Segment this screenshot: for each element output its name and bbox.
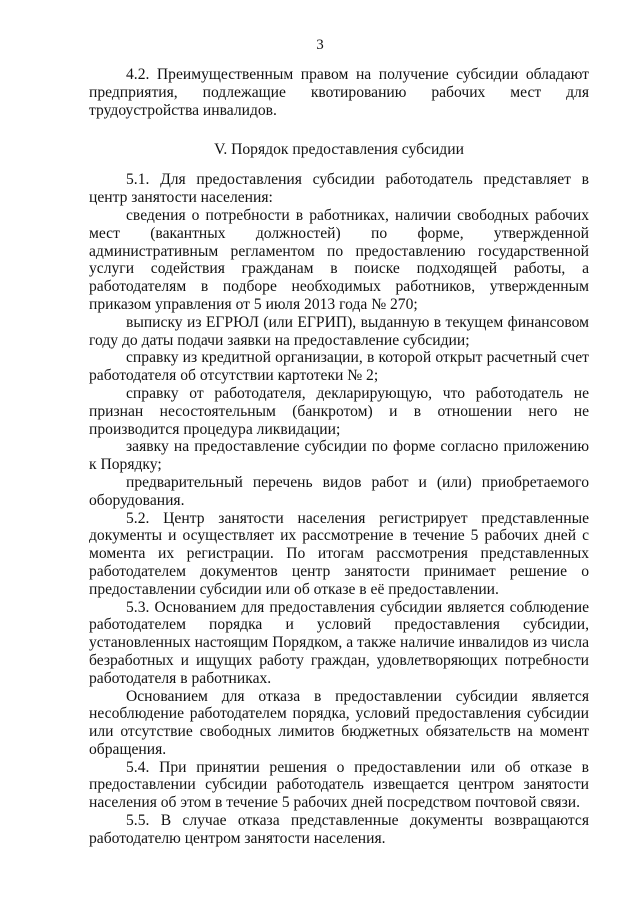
document-body (89, 66, 589, 848)
page-number: 3 (316, 37, 324, 53)
section-heading: V. Порядок предоставления субсидии (214, 141, 464, 159)
paragraph-4-2: 4.2. Преимущественным правом на получение субсидии обладают предприятия, подлежащие квотированию рабочих мест для трудоустройства инвалидов. (89, 66, 589, 119)
paragraph-5-4: 5.4. При принятии решения о предоставлении или об отказе в предоставлении субсидии работодатель извещается центром занятости населения об этом в течение 5 рабочих дней посредством почтовой связи. (89, 758, 589, 812)
paragraph-refusal-grounds: Основанием для отказа в предоставлении субсидии является несоблюдение работодателем порядка, условий предоставления субсидии или отсутствие свободных лимитов бюджетных обязательств на момент обращения. (89, 687, 589, 758)
paragraph-5-1: 5.1. Для предоставления субсидии работодатель представляет в центр занятости населения: (89, 171, 589, 207)
list-item-vacancy-info: сведения о потребности в работниках, наличии свободных рабочих мест (вакантных должностей) по форме, утвержденной административным регламентом по предоставлению государственной услуги содействия гражданам в поиске подходящей работы, а работодателям в подборе необходимых работников, утвержденным приказом управления от 5 июля 2013 года № 270; (89, 206, 589, 313)
list-item-subsidy-application: заявку на предоставление субсидии по форме согласно приложению к Порядку; (89, 438, 589, 474)
paragraph-5-3: 5.3. Основанием для предоставления субсидии является соблюдение работодателем порядка и условий предоставления субсидии, установленных настоящим Порядком, а также наличие инвалидов из числа безработных и ищущих работу граждан, удовлетворяющих потребности работодателя в работниках. (89, 598, 589, 687)
list-item-bank-certificate: справку из кредитной организации, в которой открыт расчетный счет работодателя об отсутствии картотеки № 2; (89, 349, 589, 385)
list-item-works-list: предварительный перечень видов работ и (или) приобретаемого оборудования. (89, 473, 589, 509)
list-item-employer-declaration: справку от работодателя, декларирующую, что работодатель не признан несостоятельным (банкротом) и в отношении него не производится процедура ликвидации; (89, 384, 589, 438)
paragraph-5-5: 5.5. В случае отказа представленные документы возвращаются работодателю центром занятости населения. (89, 812, 589, 847)
paragraph-5-2: 5.2. Центр занятости населения регистрирует представленные документы и осуществляет их рассмотрение в течение 5 рабочих дней с момента их регистрации. По итогам рассмотрения представленных работодателем документов центр занятости принимает решение о предоставлении субсидии или об отказе в её предоставлении. (89, 509, 589, 598)
list-item-egrul-extract: выписку из ЕГРЮЛ (или ЕГРИП), выданную в текущем финансовом году до даты подачи заявки на предоставление субсидии; (89, 313, 589, 349)
